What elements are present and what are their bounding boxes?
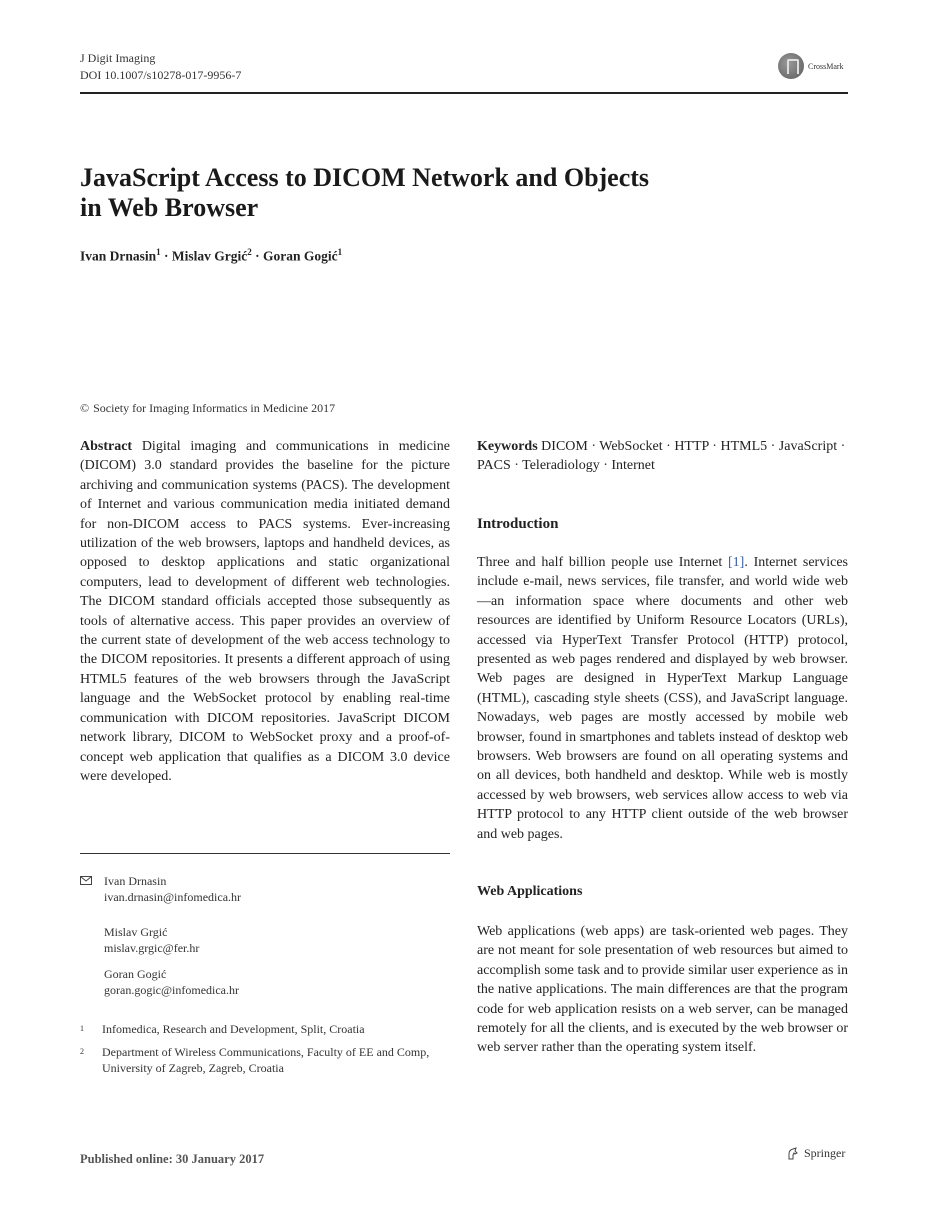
article-title xyxy=(80,163,760,223)
intro-text-rest: . Internet services include e-mail, news services, file transfer, and world wide web—an information space where documents and other web resources are identified by Uniform Resource Locators (URLs), accessed via HyperText Transfer Protocol (HTTP) protocol, presented as web pages rendered and displayed by web browser. Web pages are designed in HyperText Markup Language (HTML), cascading style sheets (CSS), and JavaScript language. Nowadays, web pages are mostly accessed by mobile web browser, found in smartphones and tablets instead of desktop web browsers. Web browsers are found on all operating systems and on all devices, both handheld and desktop. While web is mostly accessed by web browsers, web services allow access to web via HTTP protocol to any HTTP client outside of the web browser and web pages. xyxy=(477,555,848,842)
crossmark-label: CrossMark xyxy=(808,61,844,71)
contact-block xyxy=(80,966,239,998)
author-name[interactable]: Mislav Grgić xyxy=(171,248,248,264)
affiliation-rule xyxy=(80,853,450,854)
affiliation-footnote xyxy=(80,1021,455,1037)
contact-name: Ivan Drnasin xyxy=(104,874,167,888)
published-date: Published online: 30 January 2017 xyxy=(80,1152,265,1166)
author-affiliation-mark: 2 xyxy=(247,247,252,257)
contact-email[interactable]: goran.gogic@infomedica.hr xyxy=(104,983,240,997)
contact-email[interactable]: ivan.drnasin@infomedica.hr xyxy=(104,890,242,904)
author-name[interactable]: Goran Gogić xyxy=(263,248,338,264)
contact-name: Goran Gogić xyxy=(104,967,167,981)
title-line-2: in Web Browser xyxy=(80,193,259,222)
header-rule xyxy=(80,92,848,94)
citation-link[interactable]: [1] xyxy=(728,555,745,570)
introduction-paragraph xyxy=(477,553,848,844)
author-separator: · xyxy=(160,248,172,264)
crossmark-badge[interactable] xyxy=(778,53,844,79)
affiliation-text: Infomedica, Research and Development, Split, Croatia xyxy=(102,1022,365,1036)
affiliation-number: 2 xyxy=(80,1047,84,1056)
copyright-line xyxy=(80,401,335,416)
section-heading-web-applications: Web Applications xyxy=(477,884,583,899)
title-line-1: JavaScript Access to DICOM Network and Objects xyxy=(80,163,650,192)
journal-name: J Digit Imaging xyxy=(80,51,156,65)
contact-block xyxy=(80,924,199,956)
publisher-logo xyxy=(786,1146,845,1161)
abstract-text: Digital imaging and communications in medicine (DICOM) 3.0 standard provides the baseline for the picture archiving and communication systems (PACS). The development of Internet and various communication media initiated demand for non-DICOM access to PACS systems. Ever-increasing utilization of the web browsers, laptops and handheld devices, as opposed to desktop applications and static organizational computers, lead to development of different web technologies. The DICOM standard officials accepted those subsequently as tools of alternative access. This paper provides an overview of the current state of development of the web access technology to the DICOM repositories. It presents a different approach of using HTML5 features of the web browsers through the JavaScript language and the WebSocket protocol by enabling real-time communication with DICOM repositories. JavaScript DICOM network library, DICOM to WebSocket proxy and a proof-of-concept web application that qualifies as a DICOM 3.0 device were developed. xyxy=(80,439,451,784)
keywords-text: DICOM · WebSocket · HTTP · HTML5 · JavaScript · PACS · Teleradiology · Internet xyxy=(477,439,846,474)
keywords xyxy=(477,437,848,476)
author-separator: · xyxy=(251,248,264,264)
contact-name: Mislav Grgić xyxy=(104,925,168,939)
contact-block xyxy=(80,873,241,905)
keywords-label: Keywords xyxy=(477,439,538,454)
intro-text-start: Three and half billion people use Internet xyxy=(477,555,729,570)
copyright-text: Society for Imaging Informatics in Medicine 2017 xyxy=(93,401,336,415)
author-affiliation-mark: 1 xyxy=(337,247,343,257)
springer-horse-icon xyxy=(786,1147,800,1161)
affiliation-footnote xyxy=(80,1044,455,1076)
author-name[interactable]: Ivan Drnasin xyxy=(80,248,157,264)
web-applications-paragraph: Web applications (web apps) are task-oriented web pages. They are not meant for sole presentation of web resources but aimed to accomplish some task and to provide similar user experience as in the native applications. The main differences are that the program code for web application resists on a web server, can be managed remotely for all the clients, and is executed by the web browser or web server rather than the operating system itself. xyxy=(477,924,848,1056)
section-heading-introduction: Introduction xyxy=(477,516,559,532)
author-list xyxy=(80,247,342,265)
copyright-symbol: © xyxy=(80,401,90,415)
abstract xyxy=(80,437,450,786)
abstract-label: Abstract xyxy=(80,439,133,454)
crossmark-icon xyxy=(778,53,804,79)
affiliation-number: 1 xyxy=(80,1024,84,1033)
publisher-name: Springer xyxy=(804,1146,846,1160)
doi[interactable]: DOI 10.1007/s10278-017-9956-7 xyxy=(80,68,242,82)
contact-email[interactable]: mislav.grgic@fer.hr xyxy=(104,941,200,955)
affiliation-text: Department of Wireless Communications, Faculty of EE and Comp, University of Zagreb, Zagreb, Croatia xyxy=(102,1045,430,1075)
author-affiliation-mark: 1 xyxy=(156,247,161,257)
